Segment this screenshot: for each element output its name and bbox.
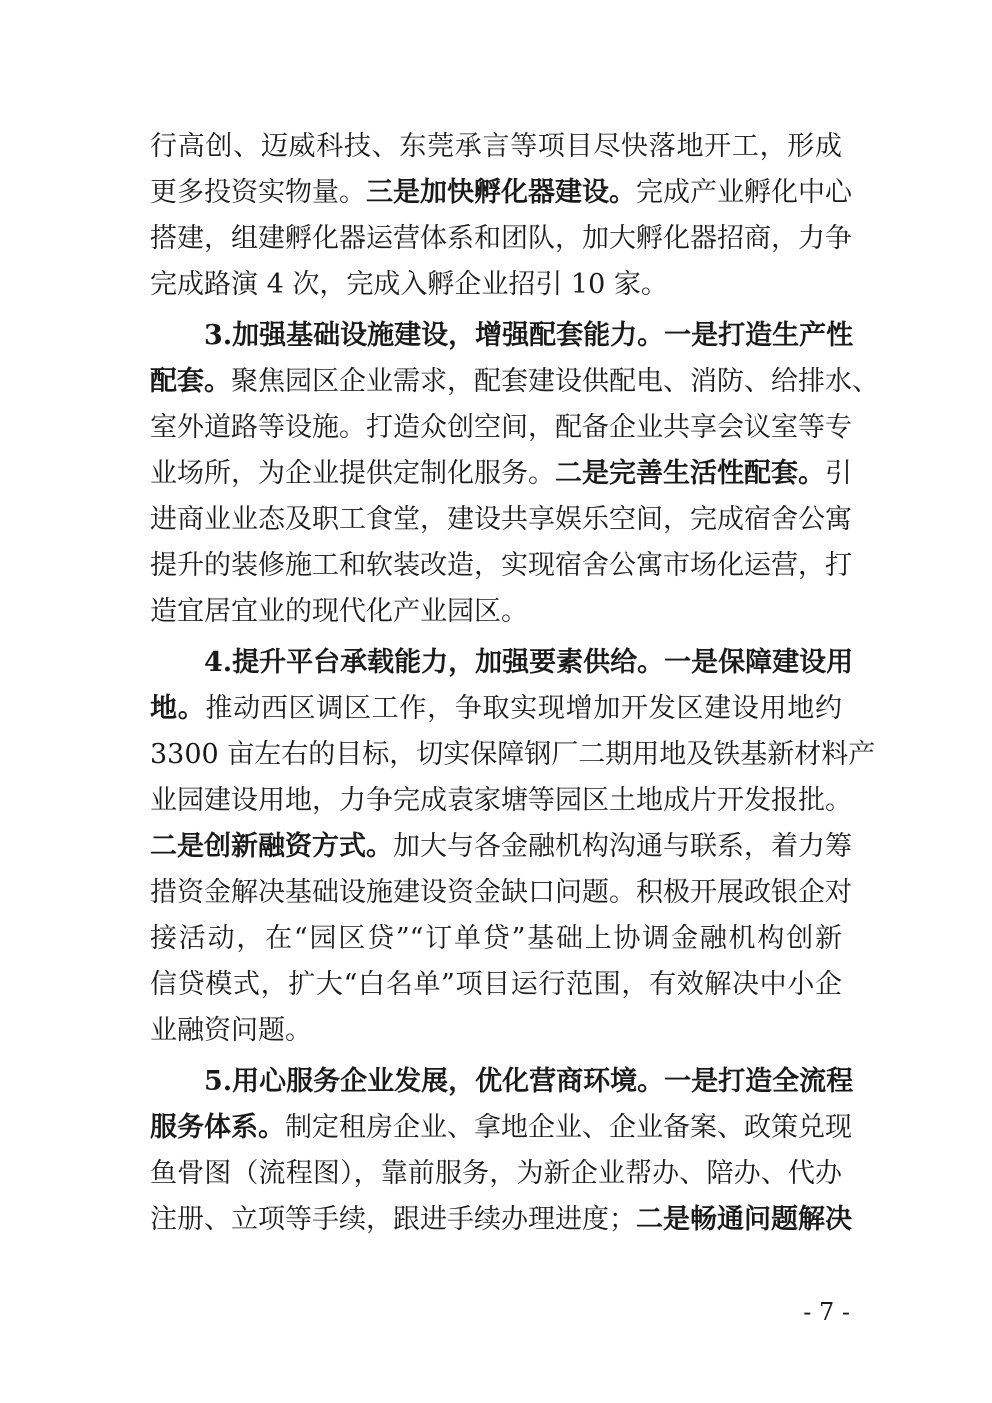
text-line — [150, 1106, 852, 1150]
text-line — [150, 125, 842, 169]
bold-heading-run: 二是畅通问题解决 — [636, 1204, 852, 1235]
text-line — [150, 917, 842, 961]
bold-heading-run: 三是加快孵化器建设。 — [366, 177, 636, 208]
text-run: 加大与各金融机构沟通与联系，着力筹 — [393, 831, 852, 862]
text-run: 3300 亩左右的目标，切实保障钢厂二期用地及铁基新材料产 — [150, 739, 876, 770]
page-number: - 7 - — [803, 1298, 850, 1326]
text-run: 推动西区调区工作，争取实现增加开发区建设用地约 — [205, 693, 843, 724]
text-line — [150, 263, 842, 307]
bold-heading-run: 二是完善生活性配套。 — [555, 458, 825, 489]
text-run: 提升的装修施工和软装改造，实现宿舍公寓市场化运营，打 — [150, 550, 852, 581]
text-run: 注册、立项等手续，跟进手续办理进度； — [150, 1204, 636, 1235]
bold-heading-run: 配套。 — [150, 366, 231, 397]
bold-heading-run: 地。 — [150, 693, 206, 724]
text-line — [150, 1152, 842, 1196]
text-run: 业园建设用地，力争完成袁家塘等园区土地成片开发报批。 — [150, 785, 852, 816]
text-run: 业场所，为企业提供定制化服务。 — [150, 458, 555, 489]
bold-heading-run: 4.提升平台承载能力，加强要素供给。一是保障建设用 — [204, 647, 854, 678]
text-line — [150, 498, 852, 542]
bold-heading-run: 二是创新融资方式。 — [150, 831, 393, 862]
text-run: 完成产业孵化中心 — [636, 177, 852, 208]
text-run: 信贷模式，扩大“白名单”项目运行范围，有效解决中小企 — [150, 969, 842, 1000]
text-run: 鱼骨图（流程图），靠前服务，为新企业帮办、陪办、代办 — [150, 1158, 842, 1189]
text-line — [150, 590, 842, 634]
text-run: 室外道路等设施。打造众创空间，配备企业共享会议室等专 — [150, 412, 852, 443]
text-run: 聚焦园区企业需求，配套建设供配电、消防、给排水、 — [231, 366, 879, 397]
text-line — [150, 1009, 842, 1053]
text-line — [150, 687, 842, 731]
text-run: 措资金解决基础设施建设资金缺口问题。积极开展政银企对 — [150, 877, 852, 908]
text-run: 制定租房企业、拿地企业、企业备案、政策兑现 — [285, 1112, 852, 1143]
text-line — [150, 779, 852, 823]
text-line — [150, 871, 852, 915]
section-heading-line — [204, 314, 854, 358]
text-line — [150, 733, 876, 777]
bold-heading-run: 服务体系。 — [150, 1112, 285, 1143]
text-line — [150, 360, 879, 404]
text-line — [150, 544, 852, 588]
text-run: 接活动，在“园区贷”“订单贷”基础上协调金融机构创新 — [150, 923, 842, 954]
text-run: 更多投资实物量。 — [150, 177, 366, 208]
text-run: 造宜居宜业的现代化产业园区。 — [150, 596, 528, 627]
bold-heading-run: 5.用心服务企业发展，优化营商环境。一是打造全流程 — [204, 1066, 854, 1097]
text-line — [150, 217, 852, 261]
text-line — [150, 452, 852, 496]
text-run: 完成路演 4 次，完成入孵企业招引 10 家。 — [150, 269, 668, 300]
text-line — [150, 825, 852, 869]
text-run: 搭建，组建孵化器运营体系和团队，加大孵化器招商，力争 — [150, 223, 852, 254]
text-run: 进商业业态及职工食堂，建设共享娱乐空间，完成宿舍公寓 — [150, 504, 852, 535]
text-line — [150, 1198, 852, 1242]
section-heading-line — [204, 641, 854, 685]
text-run: 业融资问题。 — [150, 1015, 312, 1046]
text-line — [150, 406, 852, 450]
section-heading-line — [204, 1060, 854, 1104]
text-run: 引 — [825, 458, 852, 489]
text-line — [150, 171, 852, 215]
text-run: 行高创、迈威科技、东莞承言等项目尽快落地开工，形成 — [150, 131, 842, 162]
bold-heading-run: 3.加强基础设施建设，增强配套能力。一是打造生产性 — [204, 320, 854, 351]
text-line — [150, 963, 842, 1007]
